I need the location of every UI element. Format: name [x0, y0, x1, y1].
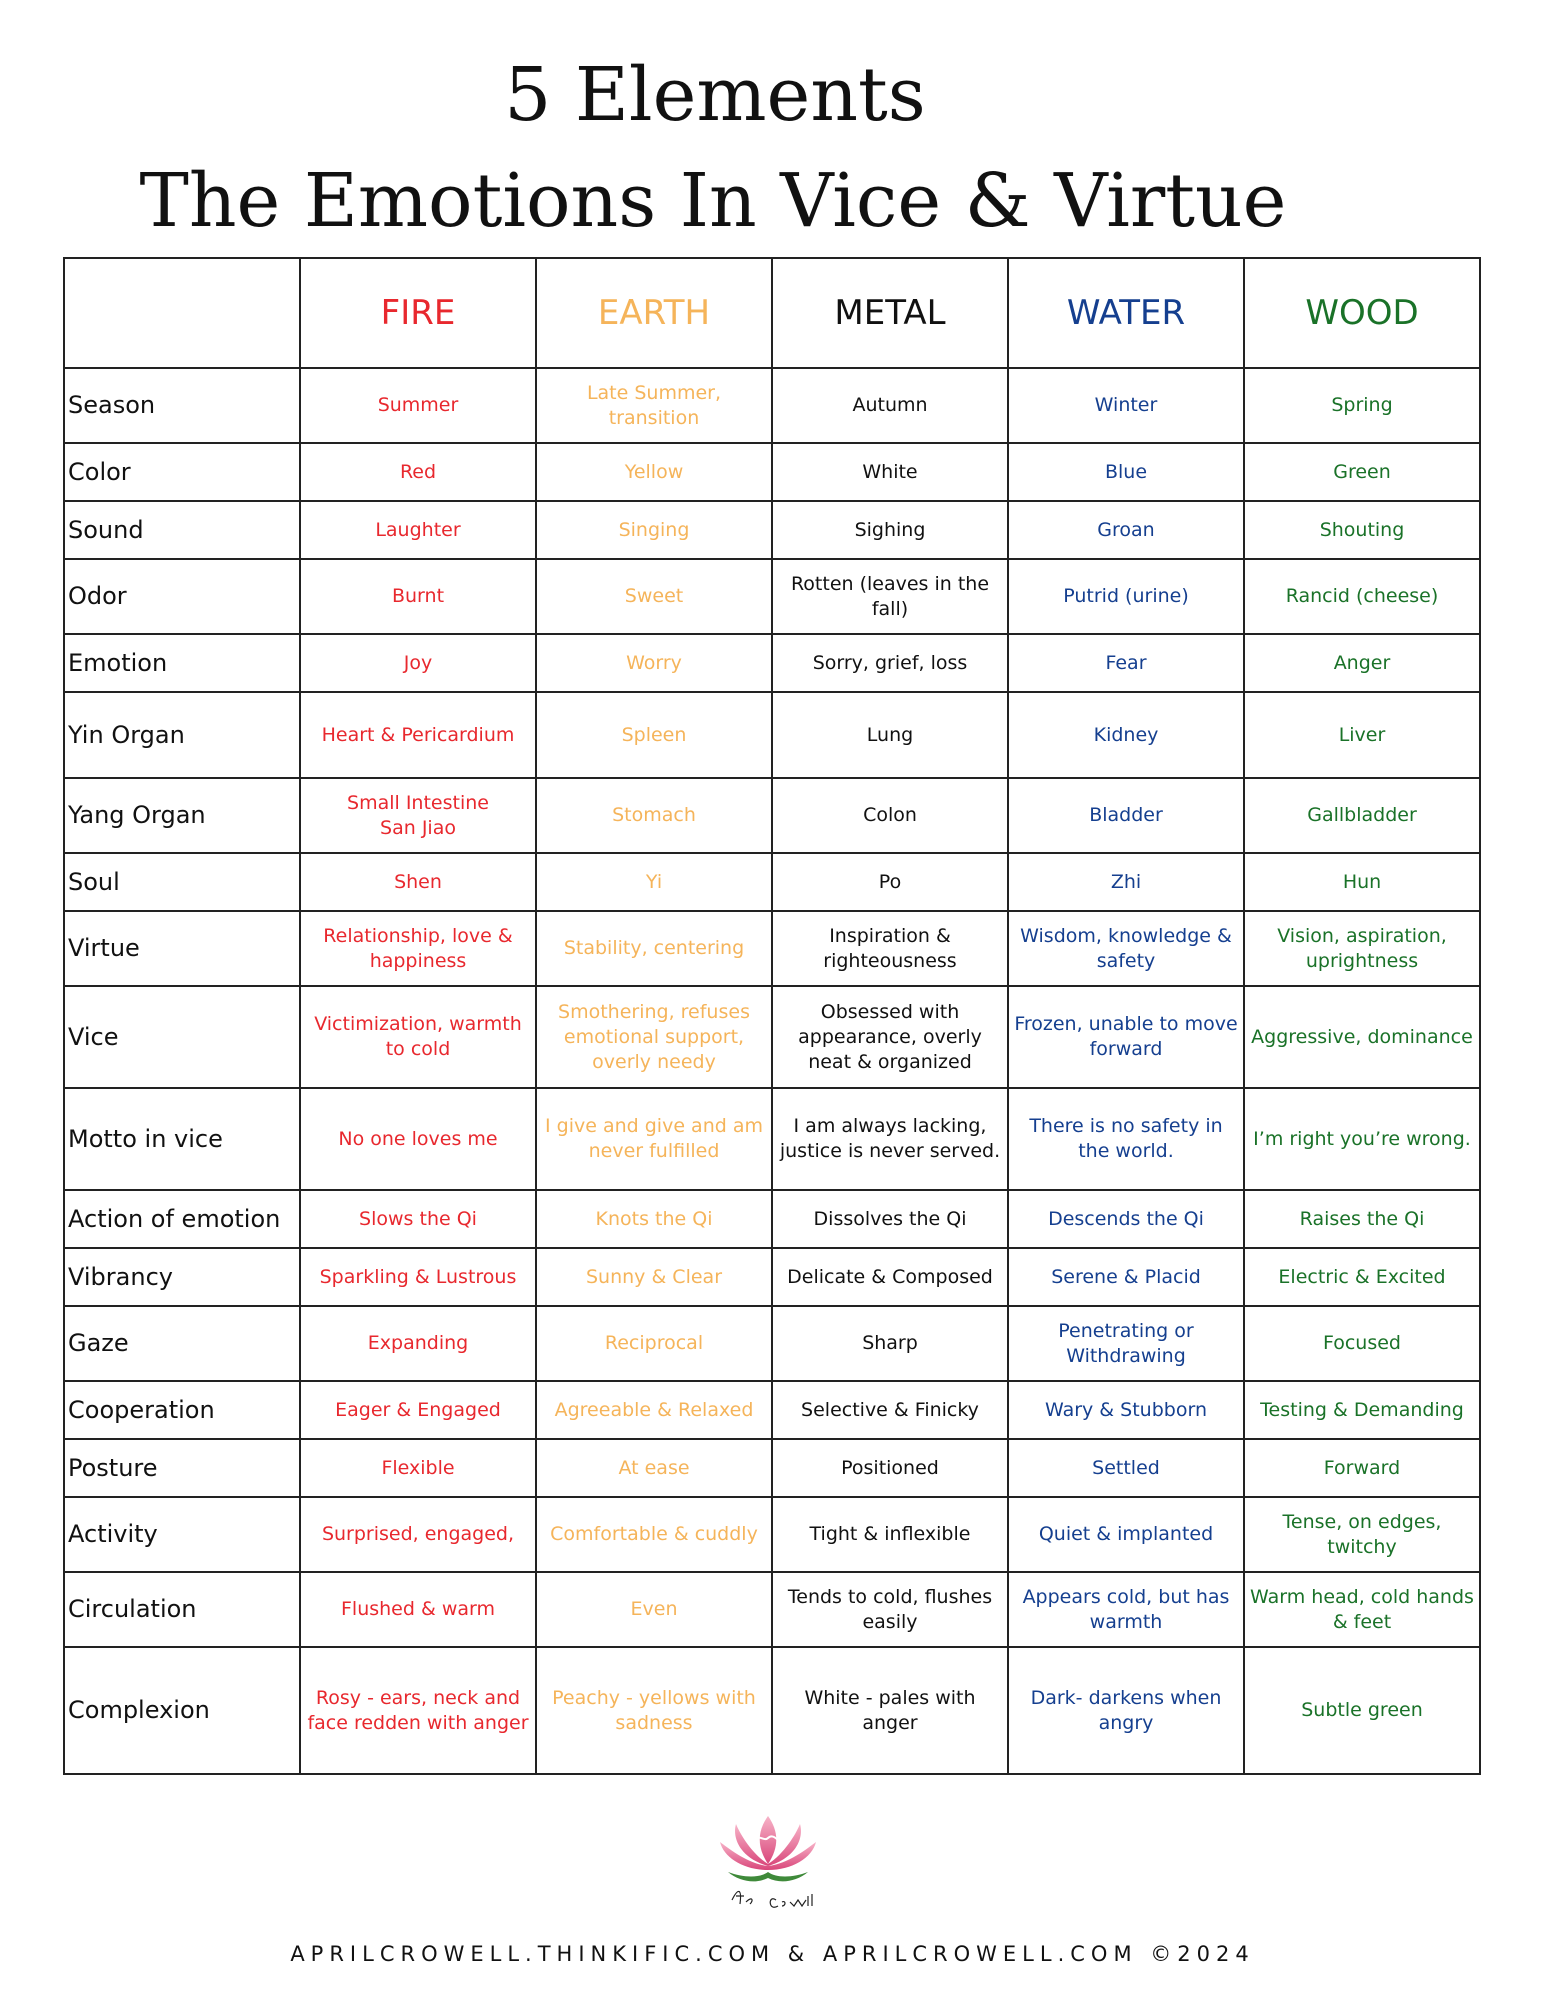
- header-wood: WOOD: [1244, 258, 1480, 368]
- cell-earth: I give and give and am never fulfilled: [536, 1088, 772, 1190]
- table-row: [64, 1647, 1480, 1774]
- row-label: Sound: [64, 501, 300, 559]
- cell-water: Wary & Stubborn: [1008, 1381, 1244, 1439]
- cell-water: Bladder: [1008, 778, 1244, 853]
- cell-metal: Sharp: [772, 1306, 1008, 1381]
- row-label: Virtue: [64, 911, 300, 986]
- cell-fire: Flushed & warm: [300, 1572, 536, 1647]
- cell-fire: Sparkling & Lustrous: [300, 1248, 536, 1306]
- cell-water: Appears cold, but has warmth: [1008, 1572, 1244, 1647]
- table-row: [64, 853, 1480, 911]
- cell-earth: Reciprocal: [536, 1306, 772, 1381]
- lotus-logo-icon: [712, 1808, 824, 1918]
- row-label: Emotion: [64, 634, 300, 692]
- header-corner-cell: [64, 258, 300, 368]
- cell-wood: Forward: [1244, 1439, 1480, 1497]
- cell-wood: I’m right you’re wrong.: [1244, 1088, 1480, 1190]
- row-label: Action of emotion: [64, 1190, 300, 1248]
- cell-wood: Warm head, cold hands & feet: [1244, 1572, 1480, 1647]
- cell-metal: Selective & Finicky: [772, 1381, 1008, 1439]
- cell-wood: Rancid (cheese): [1244, 559, 1480, 634]
- cell-wood: Focused: [1244, 1306, 1480, 1381]
- cell-fire: Summer: [300, 368, 536, 443]
- cell-wood: Gallbladder: [1244, 778, 1480, 853]
- cell-earth: Spleen: [536, 692, 772, 778]
- row-label: Motto in vice: [64, 1088, 300, 1190]
- cell-metal: Tends to cold, flushes easily: [772, 1572, 1008, 1647]
- row-label: Season: [64, 368, 300, 443]
- cell-earth: Smothering, refuses emotional support, overly needy: [536, 986, 772, 1088]
- cell-metal: Lung: [772, 692, 1008, 778]
- cell-earth: Even: [536, 1572, 772, 1647]
- row-label: Circulation: [64, 1572, 300, 1647]
- row-label: Yang Organ: [64, 778, 300, 853]
- cell-wood: Spring: [1244, 368, 1480, 443]
- cell-metal: Rotten (leaves in the fall): [772, 559, 1008, 634]
- cell-metal: Po: [772, 853, 1008, 911]
- cell-wood: Green: [1244, 443, 1480, 501]
- cell-water: Winter: [1008, 368, 1244, 443]
- cell-water: Groan: [1008, 501, 1244, 559]
- cell-fire: Surprised, engaged,: [300, 1497, 536, 1572]
- row-label: Cooperation: [64, 1381, 300, 1439]
- row-label: Activity: [64, 1497, 300, 1572]
- cell-wood: Liver: [1244, 692, 1480, 778]
- cell-earth: Sweet: [536, 559, 772, 634]
- header-earth: EARTH: [536, 258, 772, 368]
- table-row: [64, 692, 1480, 778]
- row-label: Vibrancy: [64, 1248, 300, 1306]
- row-label: Gaze: [64, 1306, 300, 1381]
- cell-wood: Raises the Qi: [1244, 1190, 1480, 1248]
- cell-fire: Rosy - ears, neck and face redden with anger: [300, 1647, 536, 1774]
- cell-fire: Burnt: [300, 559, 536, 634]
- cell-metal: Delicate & Composed: [772, 1248, 1008, 1306]
- cell-water: Serene & Placid: [1008, 1248, 1244, 1306]
- cell-water: Blue: [1008, 443, 1244, 501]
- header-fire: FIRE: [300, 258, 536, 368]
- cell-wood: Electric & Excited: [1244, 1248, 1480, 1306]
- cell-water: Penetrating or Withdrawing: [1008, 1306, 1244, 1381]
- cell-earth: Yellow: [536, 443, 772, 501]
- cell-earth: Stability, centering: [536, 911, 772, 986]
- elements-table: [63, 257, 1481, 1775]
- cell-water: Dark- darkens when angry: [1008, 1647, 1244, 1774]
- cell-metal: Dissolves the Qi: [772, 1190, 1008, 1248]
- cell-water: Quiet & implanted: [1008, 1497, 1244, 1572]
- cell-fire: Red: [300, 443, 536, 501]
- row-label: Color: [64, 443, 300, 501]
- row-label: Vice: [64, 986, 300, 1088]
- cell-fire: Relationship, love & happiness: [300, 911, 536, 986]
- cell-wood: Aggressive, dominance: [1244, 986, 1480, 1088]
- cell-fire: No one loves me: [300, 1088, 536, 1190]
- cell-wood: Anger: [1244, 634, 1480, 692]
- cell-earth: Yi: [536, 853, 772, 911]
- row-label: Posture: [64, 1439, 300, 1497]
- header-water: WATER: [1008, 258, 1244, 368]
- cell-water: There is no safety in the world.: [1008, 1088, 1244, 1190]
- table-row: [64, 1088, 1480, 1190]
- cell-water: Wisdom, knowledge & safety: [1008, 911, 1244, 986]
- cell-fire: Shen: [300, 853, 536, 911]
- cell-water: Frozen, unable to move forward: [1008, 986, 1244, 1088]
- cell-metal: Autumn: [772, 368, 1008, 443]
- cell-wood: Tense, on edges, twitchy: [1244, 1497, 1480, 1572]
- row-label: Yin Organ: [64, 692, 300, 778]
- cell-fire: Expanding: [300, 1306, 536, 1381]
- table-row: [64, 986, 1480, 1088]
- table-row: [64, 1190, 1480, 1248]
- cell-wood: Shouting: [1244, 501, 1480, 559]
- cell-water: Settled: [1008, 1439, 1244, 1497]
- header-row: [64, 258, 1480, 368]
- cell-earth: Late Summer, transition: [536, 368, 772, 443]
- cell-wood: Vision, aspiration, uprightness: [1244, 911, 1480, 986]
- cell-earth: Singing: [536, 501, 772, 559]
- cell-water: Kidney: [1008, 692, 1244, 778]
- cell-fire: Laughter: [300, 501, 536, 559]
- table-row: [64, 1572, 1480, 1647]
- cell-metal: White: [772, 443, 1008, 501]
- table-row: [64, 1381, 1480, 1439]
- row-label: Complexion: [64, 1647, 300, 1774]
- header-metal: METAL: [772, 258, 1008, 368]
- cell-earth: Stomach: [536, 778, 772, 853]
- cell-earth: At ease: [536, 1439, 772, 1497]
- cell-metal: Tight & inflexible: [772, 1497, 1008, 1572]
- table-row: [64, 1497, 1480, 1572]
- cell-fire: Eager & Engaged: [300, 1381, 536, 1439]
- cell-fire: Slows the Qi: [300, 1190, 536, 1248]
- table-row: [64, 559, 1480, 634]
- page-subtitle: The Emotions In Vice & Virtue: [139, 158, 1287, 244]
- cell-water: Putrid (urine): [1008, 559, 1244, 634]
- cell-earth: Agreeable & Relaxed: [536, 1381, 772, 1439]
- row-label: Odor: [64, 559, 300, 634]
- cell-fire: Heart & Pericardium: [300, 692, 536, 778]
- page-title: 5 Elements: [504, 52, 926, 138]
- cell-metal: Obsessed with appearance, overly neat & organized: [772, 986, 1008, 1088]
- cell-fire: Flexible: [300, 1439, 536, 1497]
- cell-fire: Small Intestine San Jiao: [300, 778, 536, 853]
- cell-metal: Positioned: [772, 1439, 1008, 1497]
- table-row: [64, 1439, 1480, 1497]
- table-row: [64, 368, 1480, 443]
- cell-metal: White - pales with anger: [772, 1647, 1008, 1774]
- cell-water: Fear: [1008, 634, 1244, 692]
- cell-water: Descends the Qi: [1008, 1190, 1244, 1248]
- cell-metal: Colon: [772, 778, 1008, 853]
- cell-earth: Peachy - yellows with sadness: [536, 1647, 772, 1774]
- cell-wood: Hun: [1244, 853, 1480, 911]
- table-row: [64, 634, 1480, 692]
- cell-earth: Sunny & Clear: [536, 1248, 772, 1306]
- table-row: [64, 778, 1480, 853]
- cell-earth: Worry: [536, 634, 772, 692]
- cell-metal: I am always lacking, justice is never served.: [772, 1088, 1008, 1190]
- cell-water: Zhi: [1008, 853, 1244, 911]
- row-label: Soul: [64, 853, 300, 911]
- cell-fire: Joy: [300, 634, 536, 692]
- footer-text: APRILCROWELL.THINKIFIC.COM & APRILCROWELL.COM ©2024: [290, 1942, 1255, 1966]
- table-row: [64, 911, 1480, 986]
- cell-metal: Inspiration & righteousness: [772, 911, 1008, 986]
- cell-metal: Sighing: [772, 501, 1008, 559]
- cell-wood: Testing & Demanding: [1244, 1381, 1480, 1439]
- table-row: [64, 501, 1480, 559]
- cell-metal: Sorry, grief, loss: [772, 634, 1008, 692]
- table-row: [64, 1306, 1480, 1381]
- cell-wood: Subtle green: [1244, 1647, 1480, 1774]
- cell-fire: Victimization, warmth to cold: [300, 986, 536, 1088]
- table-row: [64, 1248, 1480, 1306]
- table-row: [64, 443, 1480, 501]
- cell-earth: Knots the Qi: [536, 1190, 772, 1248]
- cell-earth: Comfortable & cuddly: [536, 1497, 772, 1572]
